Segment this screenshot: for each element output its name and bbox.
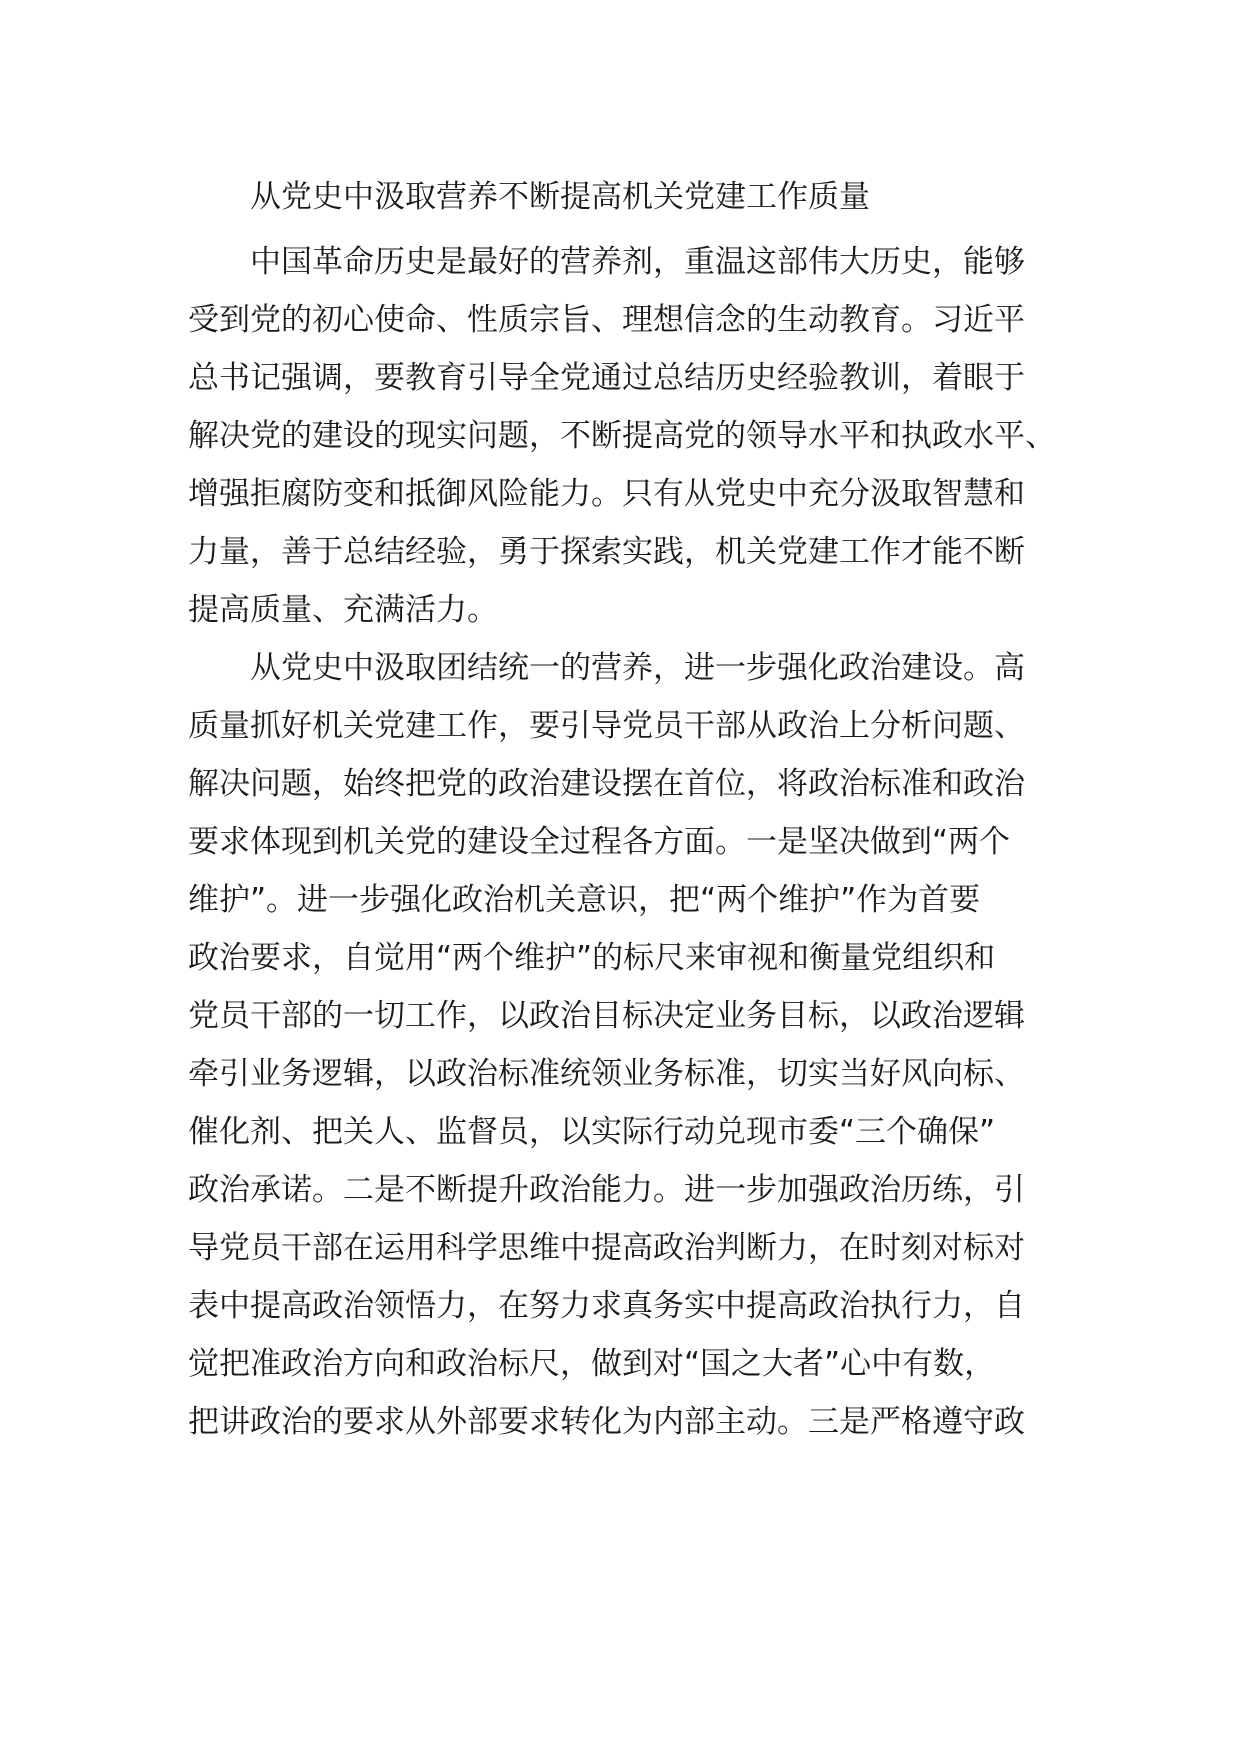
paragraph-line: 导党员干部在运用科学思维中提高政治判断力，在时刻对标对 bbox=[188, 1230, 1025, 1266]
paragraph-line: 增强拒腐防变和抵御风险能力。只有从党史中充分汲取智慧和 bbox=[188, 476, 1025, 512]
paragraph-line: 从党史中汲取团结统一的营养，进一步强化政治建设。高 bbox=[250, 650, 1025, 686]
paragraph-line: 把讲政治的要求从外部要求转化为内部主动。三是严格遵守政 bbox=[188, 1404, 1025, 1440]
paragraph-line: 受到党的初心使命、性质宗旨、理想信念的生动教育。习近平 bbox=[188, 302, 1025, 338]
paragraph-line: 维护”。进一步强化政治机关意识，把“两个维护”作为首要 bbox=[188, 882, 981, 918]
paragraph-line: 政治要求，自觉用“两个维护”的标尺来审视和衡量党组织和 bbox=[188, 940, 996, 976]
paragraph-line: 政治承诺。二是不断提升政治能力。进一步加强政治历练，引 bbox=[188, 1172, 1025, 1208]
paragraph-line: 表中提高政治领悟力，在努力求真务实中提高政治执行力，自 bbox=[188, 1288, 1025, 1324]
document-title: 从党史中汲取营养不断提高机关党建工作质量 bbox=[250, 179, 870, 215]
paragraph-line: 牵引业务逻辑，以政治标准统领业务标准，切实当好风向标、 bbox=[188, 1056, 1025, 1092]
paragraph-line: 觉把准政治方向和政治标尺，做到对“国之大者”心中有数， bbox=[188, 1346, 996, 1382]
paragraph-line: 党员干部的一切工作，以政治目标决定业务目标，以政治逻辑 bbox=[188, 998, 1025, 1034]
paragraph-line: 中国革命历史是最好的营养剂，重温这部伟大历史，能够 bbox=[250, 244, 1025, 280]
paragraph-line: 力量，善于总结经验，勇于探索实践，机关党建工作才能不断 bbox=[188, 534, 1025, 570]
paragraph-line: 要求体现到机关党的建设全过程各方面。一是坚决做到“两个 bbox=[188, 824, 1011, 860]
paragraph-line: 提高质量、充满活力。 bbox=[188, 592, 498, 628]
paragraph-line: 催化剂、把关人、监督员，以实际行动兑现市委“三个确保” bbox=[188, 1114, 996, 1150]
paragraph-line: 解决党的建设的现实问题，不断提高党的领导水平和执政水平、 bbox=[188, 418, 1056, 454]
paragraph-line: 质量抓好机关党建工作，要引导党员干部从政治上分析问题、 bbox=[188, 708, 1025, 744]
paragraph-line: 解决问题，始终把党的政治建设摆在首位，将政治标准和政治 bbox=[188, 766, 1025, 802]
paragraph-line: 总书记强调，要教育引导全党通过总结历史经验教训，着眼于 bbox=[188, 360, 1025, 396]
